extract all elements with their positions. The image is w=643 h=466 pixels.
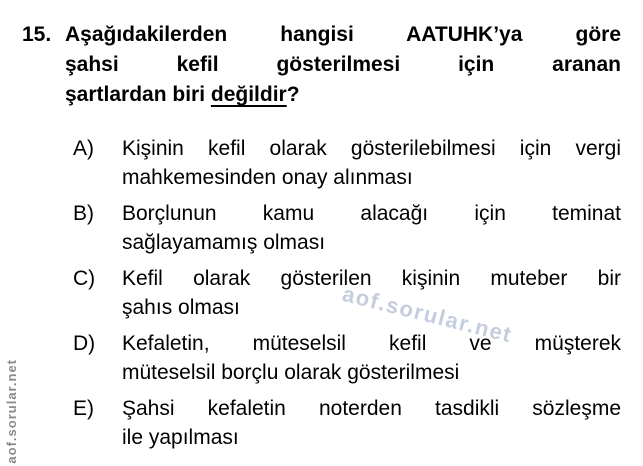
- option-a: [73, 134, 621, 192]
- question-text: [65, 20, 621, 110]
- question-line-3: [65, 80, 621, 110]
- option-d-line-1: Kefaletin, müteselsil kefil ve müşterek: [122, 332, 621, 355]
- option-e: [73, 394, 621, 452]
- question-underlined-word: değildir: [210, 83, 287, 106]
- option-c: [73, 264, 621, 322]
- option-c-line-2: şahıs olması: [122, 296, 240, 319]
- option-a-line-2: mahkemesinden onay alınması: [122, 166, 413, 189]
- question-line-3-suffix: ?: [286, 83, 300, 106]
- option-c-line-1: Kefil olarak gösterilen kişinin muteber bir: [122, 267, 621, 290]
- question-line-2: şahsi kefil gösterilmesi için aranan: [65, 53, 621, 76]
- question-line-3-prefix: şartlardan biri: [65, 83, 211, 106]
- option-d-label: D): [73, 332, 96, 355]
- option-d-line-2: müteselsil borçlu olarak gösterilmesi: [122, 361, 460, 384]
- option-b-label: B): [73, 202, 94, 225]
- question-line-1: Aşağıdakilerden hangisi AATUHK’ya göre: [65, 23, 621, 46]
- option-e-line-1: Şahsi kefaletin noterden tasdikli sözleşme: [122, 397, 621, 420]
- option-d-text: [122, 329, 621, 387]
- option-a-line-1: Kişinin kefil olarak gösterilebilmesi için vergi: [122, 137, 621, 160]
- option-d: [73, 329, 621, 387]
- option-b-text: [122, 199, 621, 257]
- option-a-text: [122, 134, 621, 192]
- option-b-line-1: Borçlunun kamu alacağı için teminat: [122, 202, 621, 225]
- option-a-label: A): [73, 137, 94, 160]
- option-c-label: C): [73, 267, 96, 290]
- option-b: [73, 199, 621, 257]
- option-e-label: E): [73, 397, 94, 420]
- option-b-line-2: sağlayamamış olması: [122, 231, 326, 254]
- watermark-diagonal: aof.sorular.net: [339, 281, 515, 348]
- option-e-line-2: ile yapılması: [122, 426, 239, 449]
- watermark-vertical: aof.sorular.net: [4, 359, 19, 464]
- options-list: [73, 134, 621, 459]
- question-block: [22, 20, 621, 110]
- question-number: 15.: [22, 23, 52, 46]
- option-e-text: [122, 394, 621, 452]
- option-c-text: [122, 264, 621, 322]
